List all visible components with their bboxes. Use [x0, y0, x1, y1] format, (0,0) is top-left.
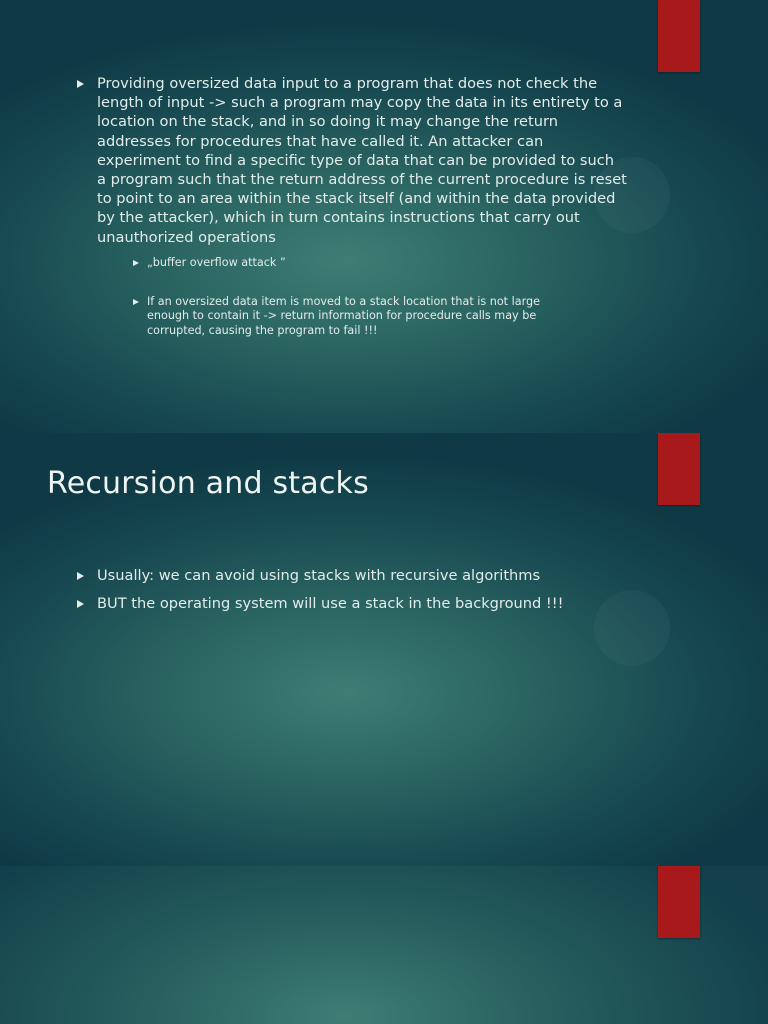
slide-2-bullet-list: [77, 566, 677, 613]
red-accent-tab: [658, 866, 700, 938]
bullet-text: BUT the operating system will use a stack in the background !!!: [97, 595, 564, 613]
bullet-item: [77, 74, 627, 247]
triangle-bullet-icon: [133, 299, 139, 305]
sub-bullet-text: If an oversized data item is moved to a stack location that is not large enough to contain it -> return information for procedure calls may be corrupted, causing the program to fail !!!: [147, 294, 540, 337]
bullet-text: Providing oversized data input to a program that does not check the length of input -> such a program may copy the data in its entirety to a location on the stack, and in so doing it may change the return addresses for procedures that have called it. An attacker can experiment to find a specific type of data that can be provided to such a program such that the return address of the current procedure is reset to point to an area within the stack itself (and within the data provided by the attacker), which in turn contains instructions that carry out unauthorized operations: [97, 75, 627, 246]
slide-1-bullet-list: [77, 74, 627, 247]
red-accent-tab: [658, 433, 700, 505]
red-accent-tab: [658, 0, 700, 72]
sub-bullet-item: [133, 295, 583, 339]
slide-2: [0, 433, 768, 866]
triangle-bullet-icon: [133, 260, 139, 266]
slide-title: Recursion and stacks: [47, 466, 369, 501]
sub-bullet-item: [133, 256, 583, 271]
bullet-item: [77, 566, 677, 585]
sub-bullet-text: „buffer overflow attack ”: [147, 256, 286, 269]
triangle-bullet-icon: [77, 80, 84, 88]
slide-3: [0, 866, 768, 1024]
triangle-bullet-icon: [77, 600, 84, 608]
bullet-item: [77, 594, 677, 613]
triangle-bullet-icon: [77, 572, 84, 580]
slide-1: [0, 0, 768, 433]
bullet-text: Usually: we can avoid using stacks with recursive algorithms: [97, 567, 541, 584]
slide-1-sub-bullet-list: [133, 256, 583, 338]
